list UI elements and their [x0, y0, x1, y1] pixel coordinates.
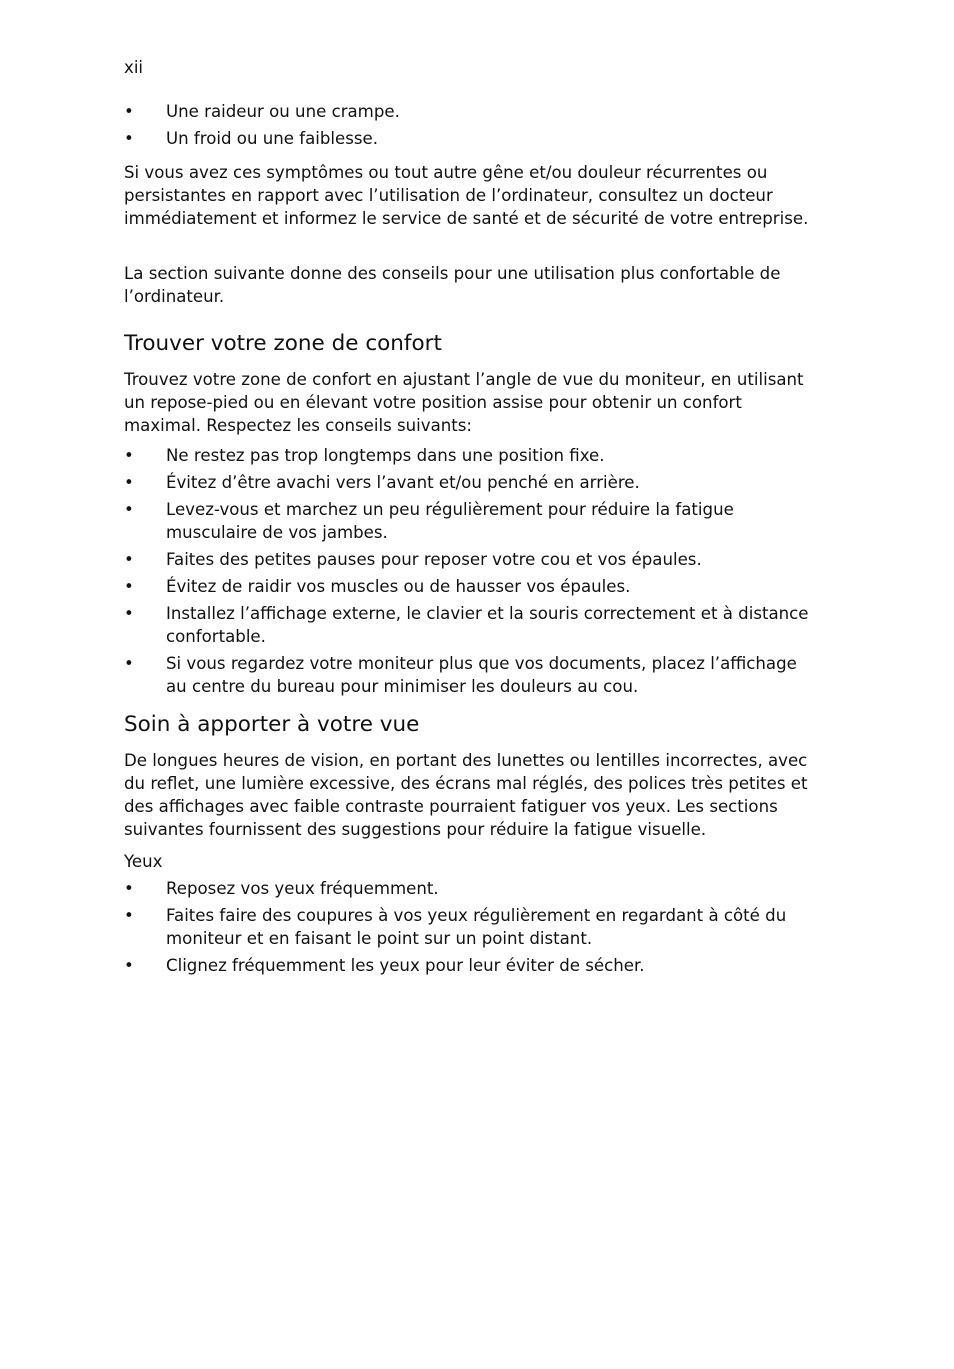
section-vision-heading-block: [124, 712, 814, 738]
list-item: [124, 652, 814, 698]
comfort-list: [124, 444, 814, 698]
list-item-text: Si vous regardez votre moniteur plus que vos documents, placez l’affichage au centre du bureau pour minimiser les douleurs au cou.: [166, 654, 797, 696]
list-item-text: Évitez d’être avachi vers l’avant et/ou penché en arrière.: [166, 473, 640, 492]
intro-list: [124, 100, 814, 150]
section-vision-subheading-block: [124, 850, 814, 873]
list-item: [124, 100, 814, 123]
section-comfort-list-block: [124, 444, 814, 702]
list-item: [124, 575, 814, 598]
intro-list-block: [124, 100, 814, 154]
bullet-icon: •: [124, 473, 134, 492]
body-paragraph: La section suivante donne des conseils pour une utilisation plus confortable de l’ordinateur.: [124, 264, 781, 306]
section-heading: Trouver votre zone de confort: [124, 331, 442, 356]
list-item-text: Ne restez pas trop longtemps dans une position fixe.: [166, 446, 605, 465]
intro-paragraph-block: [124, 262, 814, 308]
list-item: [124, 602, 814, 648]
page-number: xii: [124, 58, 144, 77]
list-item-text: Clignez fréquemment les yeux pour leur éviter de sécher.: [166, 956, 645, 975]
bullet-icon: •: [124, 102, 134, 121]
intro-paragraph-block: [124, 161, 814, 230]
section-vision-paragraph-block: [124, 749, 814, 841]
section-heading: Soin à apporter à votre vue: [124, 712, 420, 737]
list-item: [124, 548, 814, 571]
subsection-label: Yeux: [124, 852, 163, 871]
list-item-text: Levez-vous et marchez un peu régulièrement pour réduire la fatigue musculaire de vos jambes.: [166, 500, 734, 542]
list-item-text: Un froid ou une faiblesse.: [166, 129, 379, 148]
bullet-icon: •: [124, 550, 134, 569]
bullet-icon: •: [124, 500, 134, 519]
list-item-text: Faites faire des coupures à vos yeux régulièrement en regardant à côté du moniteur et en faisant le point sur un point distant.: [166, 906, 787, 948]
list-item: [124, 471, 814, 494]
list-item-text: Évitez de raidir vos muscles ou de hausser vos épaules.: [166, 577, 631, 596]
list-item-text: Une raideur ou une crampe.: [166, 102, 400, 121]
section-comfort-heading-block: [124, 331, 814, 357]
list-item: [124, 954, 814, 977]
section-comfort-paragraph-block: [124, 368, 814, 437]
bullet-icon: •: [124, 577, 134, 596]
bullet-icon: •: [124, 604, 134, 623]
section-vision-list-block: [124, 877, 814, 981]
list-item: [124, 904, 814, 950]
list-item: [124, 498, 814, 544]
list-item-text: Installez l’affichage externe, le clavier et la souris correctement et à distance confortable.: [166, 604, 809, 646]
bullet-icon: •: [124, 906, 134, 925]
list-item: [124, 127, 814, 150]
bullet-icon: •: [124, 446, 134, 465]
bullet-icon: •: [124, 129, 134, 148]
bullet-icon: •: [124, 654, 134, 673]
list-item-text: Faites des petites pauses pour reposer votre cou et vos épaules.: [166, 550, 702, 569]
bullet-icon: •: [124, 879, 134, 898]
body-paragraph: Trouvez votre zone de confort en ajustant l’angle de vue du moniteur, en utilisant un repose-pied ou en élevant votre position assise pour obtenir un confort maximal. Respectez les conseils suivants:: [124, 370, 804, 435]
list-item-text: Reposez vos yeux fréquemment.: [166, 879, 439, 898]
body-paragraph: De longues heures de vision, en portant des lunettes ou lentilles incorrectes, avec du reflet, une lumière excessive, des écrans mal réglés, des polices très petites et des affichages avec faible contraste pourraient fatiguer vos yeux. Les sections suivantes fournissent des suggestions pour réduire la fatigue visuelle.: [124, 751, 808, 839]
list-item: [124, 877, 814, 900]
body-paragraph: Si vous avez ces symptômes ou tout autre gêne et/ou douleur récurrentes ou persistantes en rapport avec l’utilisation de l’ordinateur, consultez un docteur immédiatement et informez le service de santé et de sécurité de votre entreprise.: [124, 163, 809, 228]
list-item: [124, 444, 814, 467]
vision-list: [124, 877, 814, 977]
bullet-icon: •: [124, 956, 134, 975]
